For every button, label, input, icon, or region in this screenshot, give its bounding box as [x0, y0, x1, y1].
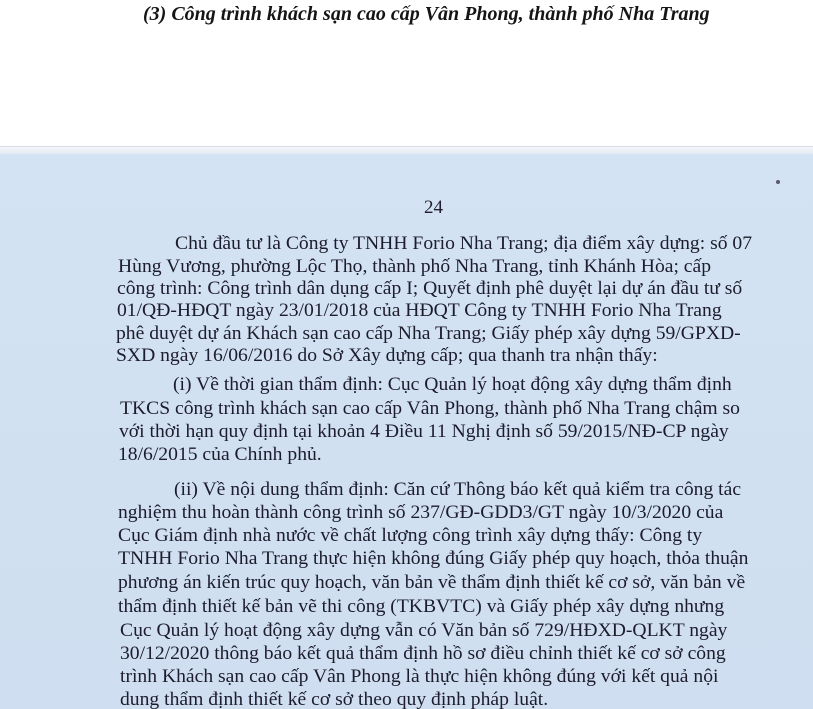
- body-line: 01/QĐ-HĐQT ngày 23/01/2018 của HĐQT Công ty TNHH Forio Nha Trang: [117, 301, 722, 321]
- body-line: nghiệm thu hoàn thành công trình số 237/GĐ-GDD3/GT ngày 10/3/2020 của: [118, 503, 724, 523]
- page-number: 24: [424, 197, 443, 218]
- body-line: Cục Giám định nhà nước về chất lượng công trình xây dựng thấy: Công ty: [118, 526, 703, 546]
- body-line: Cục Quản lý hoạt động xây dựng vẫn có Văn bản số 729/HĐXD-QLKT ngày: [120, 621, 728, 641]
- body-line: TKCS công trình khách sạn cao cấp Vân Phong, thành phố Nha Trang chậm so: [120, 399, 741, 419]
- body-line: (ii) Về nội dung thẩm định: Căn cứ Thông báo kết quả kiểm tra công tác: [174, 480, 742, 500]
- body-line: phương án kiến trúc quy hoạch, văn bản về thẩm định thiết kế cơ sở, văn bản về: [118, 573, 746, 593]
- body-line: Chủ đầu tư là Công ty TNHH Forio Nha Trang; địa điểm xây dựng: số 07: [175, 234, 753, 254]
- body-line: TNHH Forio Nha Trang thực hiện không đúng Giấy phép quy hoạch, thỏa thuận: [118, 549, 749, 569]
- body-line: (i) Về thời gian thẩm định: Cục Quản lý hoạt động xây dựng thẩm định: [173, 375, 732, 395]
- body-line: SXD ngày 16/06/2016 do Sở Xây dựng cấp; qua thanh tra nhận thấy:: [116, 346, 658, 366]
- scan-dot: [776, 180, 780, 184]
- body-line: dung thẩm định thiết kế cơ sở theo quy định pháp luật.: [120, 690, 549, 709]
- body-line: phê duyệt dự án Khách sạn cao cấp Nha Trang; Giấy phép xây dựng 59/GPXD-: [116, 324, 741, 344]
- upper-page: [0, 0, 813, 150]
- section-heading: (3) Công trình khách sạn cao cấp Vân Phong, thành phố Nha Trang: [143, 3, 710, 25]
- body-line: 18/6/2015 của Chính phủ.: [118, 445, 322, 465]
- body-line: công trình: Công trình dân dụng cấp I; Quyết định phê duyệt lại dự án đầu tư số: [117, 279, 743, 299]
- body-line: Hùng Vương, phường Lộc Thọ, thành phố Nha Trang, tỉnh Khánh Hòa; cấp: [118, 257, 712, 277]
- scanned-page: [0, 154, 813, 709]
- body-line: trình Khách sạn cao cấp Vân Phong là thực hiện không đúng với kết quả nội: [120, 667, 719, 687]
- body-line: thẩm định thiết kế bản vẽ thi công (TKBVTC) và Giấy phép xây dựng nhưng: [118, 597, 725, 617]
- body-line: 30/12/2020 thông báo kết quả thẩm định hồ sơ điều chỉnh thiết kế cơ sở công: [120, 644, 726, 664]
- body-line: với thời hạn quy định tại khoản 4 Điều 11 Nghị định số 59/2015/NĐ-CP ngày: [119, 422, 729, 442]
